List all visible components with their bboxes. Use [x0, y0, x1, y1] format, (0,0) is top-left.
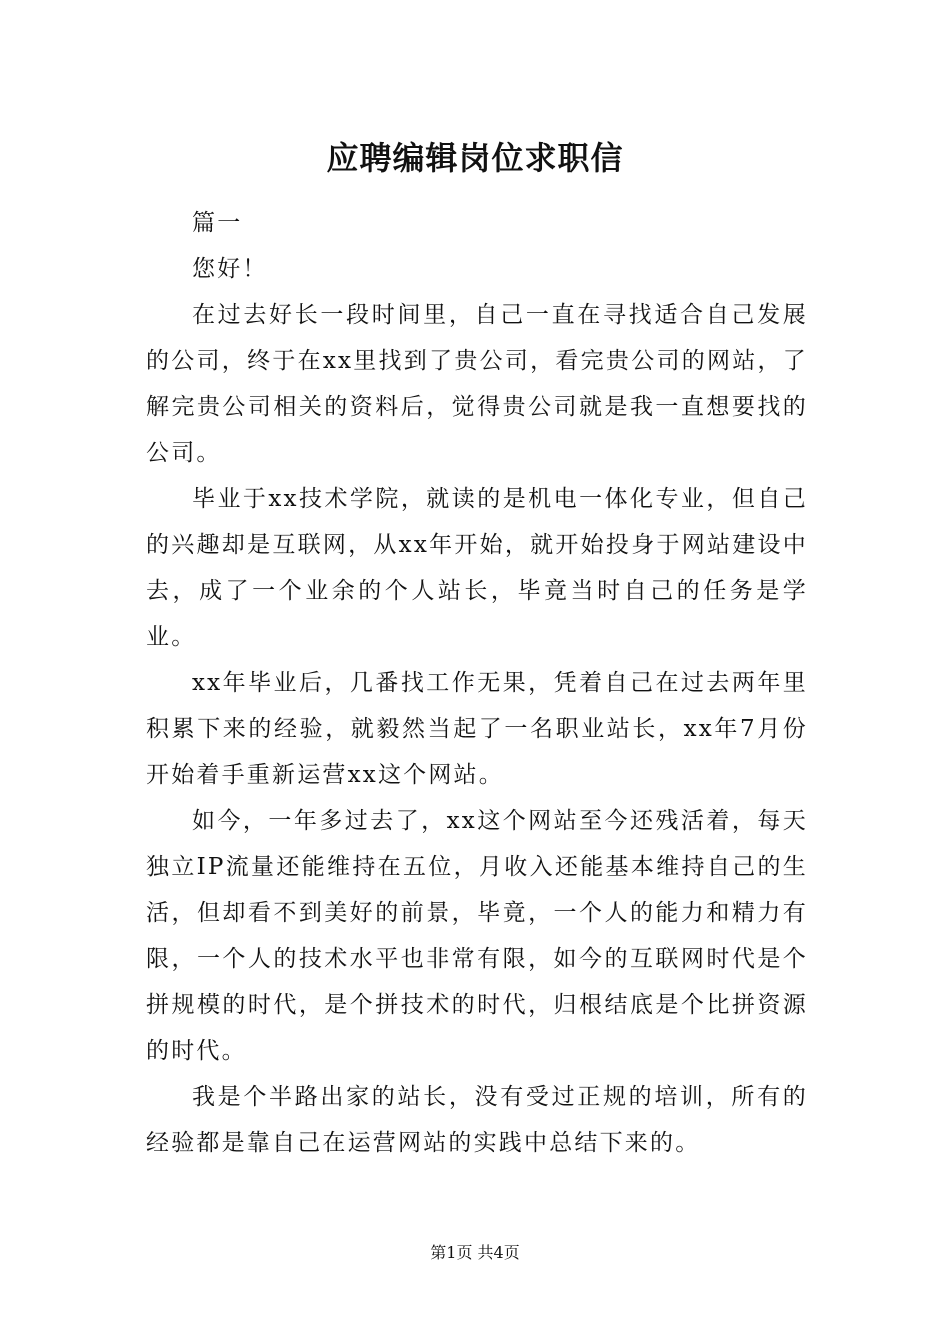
- greeting: 您好！: [192, 256, 268, 282]
- paragraph: 我是个半路出家的站长，没有受过正规的培训，所有的经验都是靠自己在运营网站的实践中总结下来的。: [146, 1084, 808, 1156]
- document-body: [146, 200, 808, 1166]
- paragraph: 在过去好长一段时间里，自己一直在寻找适合自己发展的公司，终于在xx里找到了贵公司，看完贵公司的网站，了解完贵公司相关的资料后，觉得贵公司就是我一直想要找的公司。: [146, 302, 808, 466]
- paragraph: xx年毕业后，几番找工作无果，凭着自己在过去两年里积累下来的经验，就毅然当起了一名职业站长，xx年7月份开始着手重新运营xx这个网站。: [146, 670, 808, 788]
- paragraph: 毕业于xx技术学院，就读的是机电一体化专业，但自己的兴趣却是互联网，从xx年开始，就开始投身于网站建设中去，成了一个业余的个人站长，毕竟当时自己的任务是学业。: [146, 486, 808, 650]
- section-heading: 篇一: [192, 210, 243, 236]
- document-title: 应聘编辑岗位求职信: [326, 139, 624, 177]
- paragraph: 如今，一年多过去了，xx这个网站至今还残活着，每天独立IP流量还能维持在五位，月收入还能基本维持自己的生活，但却看不到美好的前景，毕竟，一个人的能力和精力有限，一个人的技术水平也非常有限，如今的互联网时代是个拼规模的时代，是个拼技术的时代，归根结底是个比拼资源的时代。: [146, 808, 808, 1064]
- page-footer: 第1页 共4页: [430, 1243, 520, 1262]
